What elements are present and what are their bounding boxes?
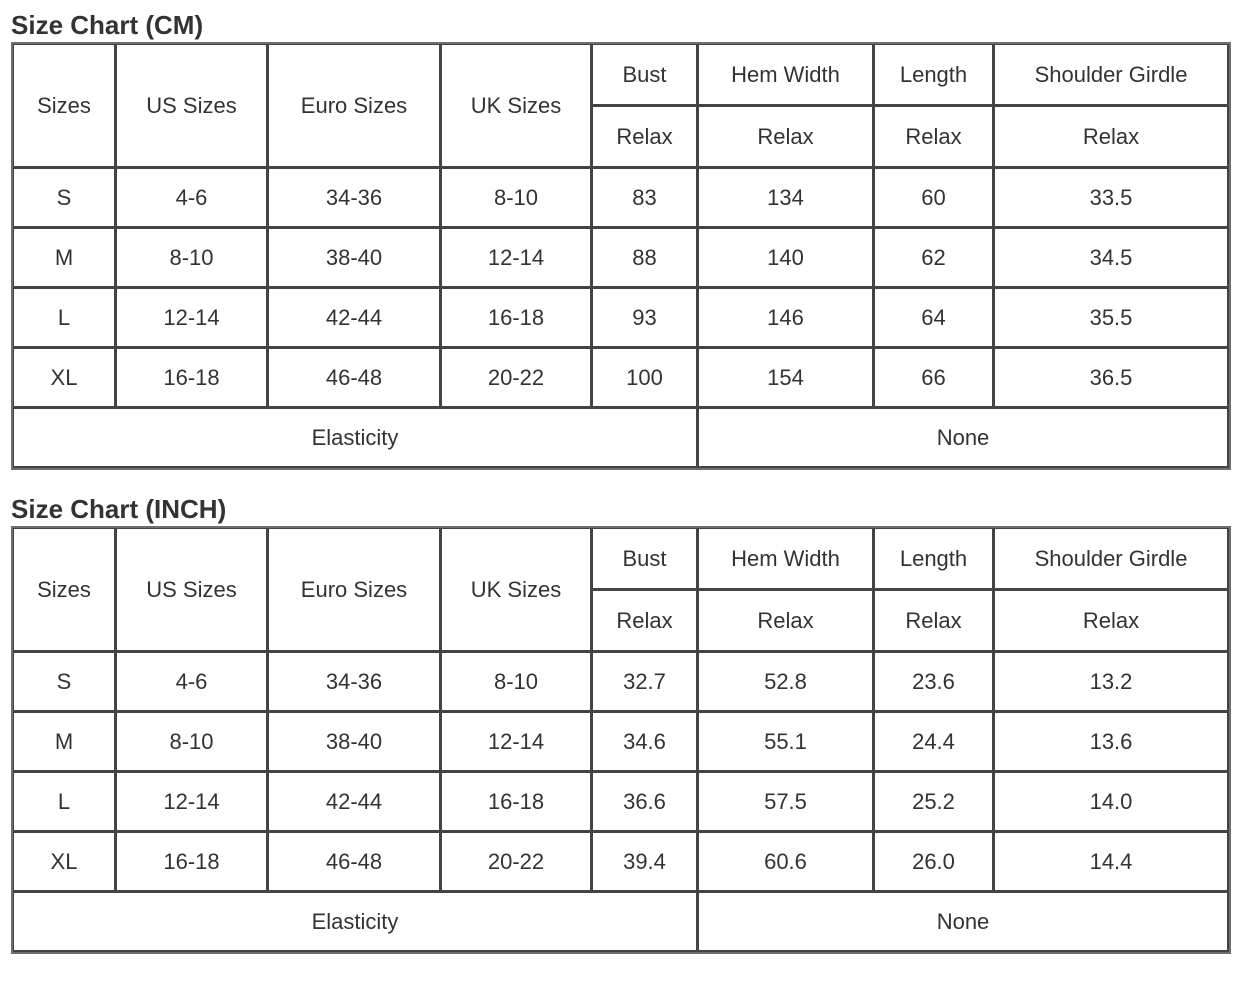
subheader-relax: Relax xyxy=(874,590,994,652)
cell-length: 26.0 xyxy=(874,832,994,892)
header-bust: Bust xyxy=(592,44,698,106)
subheader-relax: Relax xyxy=(592,106,698,168)
cell-shoulder-girdle: 35.5 xyxy=(994,288,1229,348)
table-row xyxy=(13,832,1229,892)
cell-us-size: 8-10 xyxy=(116,228,268,288)
table-row xyxy=(13,652,1229,712)
subheader-relax: Relax xyxy=(874,106,994,168)
header-uk-sizes: UK Sizes xyxy=(441,528,592,652)
cell-euro-size: 42-44 xyxy=(268,772,441,832)
elasticity-row xyxy=(13,408,1229,468)
cell-bust: 34.6 xyxy=(592,712,698,772)
cell-euro-size: 46-48 xyxy=(268,832,441,892)
cell-hem-width: 134 xyxy=(698,168,874,228)
cell-hem-width: 140 xyxy=(698,228,874,288)
subheader-relax: Relax xyxy=(994,106,1229,168)
cell-us-size: 4-6 xyxy=(116,168,268,228)
cell-us-size: 4-6 xyxy=(116,652,268,712)
cell-shoulder-girdle: 36.5 xyxy=(994,348,1229,408)
cell-euro-size: 42-44 xyxy=(268,288,441,348)
table-row xyxy=(13,772,1229,832)
cell-uk-size: 20-22 xyxy=(441,832,592,892)
cell-size: L xyxy=(13,772,116,832)
cell-euro-size: 38-40 xyxy=(268,228,441,288)
cell-us-size: 8-10 xyxy=(116,712,268,772)
cell-shoulder-girdle: 13.2 xyxy=(994,652,1229,712)
cell-size: L xyxy=(13,288,116,348)
header-row xyxy=(13,44,1229,106)
table-row xyxy=(13,288,1229,348)
cell-size: M xyxy=(13,228,116,288)
cell-length: 60 xyxy=(874,168,994,228)
cell-size: S xyxy=(13,168,116,228)
cell-us-size: 12-14 xyxy=(116,772,268,832)
cell-uk-size: 16-18 xyxy=(441,288,592,348)
subheader-relax: Relax xyxy=(698,106,874,168)
table-row xyxy=(13,348,1229,408)
header-row xyxy=(13,528,1229,590)
cell-shoulder-girdle: 14.0 xyxy=(994,772,1229,832)
subheader-relax: Relax xyxy=(994,590,1229,652)
cell-uk-size: 16-18 xyxy=(441,772,592,832)
cell-length: 23.6 xyxy=(874,652,994,712)
header-length: Length xyxy=(874,528,994,590)
cell-uk-size: 12-14 xyxy=(441,712,592,772)
cell-hem-width: 146 xyxy=(698,288,874,348)
cell-euro-size: 38-40 xyxy=(268,712,441,772)
size-chart-cm xyxy=(11,8,1231,470)
cell-bust: 36.6 xyxy=(592,772,698,832)
header-us-sizes: US Sizes xyxy=(116,44,268,168)
cell-bust: 93 xyxy=(592,288,698,348)
cell-size: S xyxy=(13,652,116,712)
table-row xyxy=(13,712,1229,772)
chart-title: Size Chart (INCH) xyxy=(11,494,227,524)
elasticity-label: Elasticity xyxy=(13,892,698,952)
header-euro-sizes: Euro Sizes xyxy=(268,44,441,168)
cell-shoulder-girdle: 33.5 xyxy=(994,168,1229,228)
cell-uk-size: 8-10 xyxy=(441,168,592,228)
table-row xyxy=(13,168,1229,228)
cell-hem-width: 57.5 xyxy=(698,772,874,832)
table-row xyxy=(13,228,1229,288)
header-euro-sizes: Euro Sizes xyxy=(268,528,441,652)
cell-euro-size: 46-48 xyxy=(268,348,441,408)
cell-uk-size: 8-10 xyxy=(441,652,592,712)
cell-euro-size: 34-36 xyxy=(268,168,441,228)
size-chart-inch xyxy=(11,492,1231,954)
cell-bust: 100 xyxy=(592,348,698,408)
cell-hem-width: 52.8 xyxy=(698,652,874,712)
header-shoulder-girdle: Shoulder Girdle xyxy=(994,44,1229,106)
header-hem-width: Hem Width xyxy=(698,44,874,106)
cell-bust: 32.7 xyxy=(592,652,698,712)
cell-bust: 88 xyxy=(592,228,698,288)
chart-title: Size Chart (CM) xyxy=(11,10,204,40)
size-table-inch xyxy=(11,526,1231,954)
cell-length: 64 xyxy=(874,288,994,348)
cell-euro-size: 34-36 xyxy=(268,652,441,712)
elasticity-value: None xyxy=(698,408,1229,468)
elasticity-value: None xyxy=(698,892,1229,952)
cell-uk-size: 12-14 xyxy=(441,228,592,288)
header-sizes: Sizes xyxy=(13,44,116,168)
cell-bust: 39.4 xyxy=(592,832,698,892)
cell-hem-width: 55.1 xyxy=(698,712,874,772)
cell-bust: 83 xyxy=(592,168,698,228)
header-sizes: Sizes xyxy=(13,528,116,652)
header-uk-sizes: UK Sizes xyxy=(441,44,592,168)
cell-shoulder-girdle: 14.4 xyxy=(994,832,1229,892)
cell-hem-width: 60.6 xyxy=(698,832,874,892)
subheader-relax: Relax xyxy=(592,590,698,652)
cell-shoulder-girdle: 34.5 xyxy=(994,228,1229,288)
cell-length: 62 xyxy=(874,228,994,288)
elasticity-label: Elasticity xyxy=(13,408,698,468)
cell-length: 25.2 xyxy=(874,772,994,832)
cell-us-size: 16-18 xyxy=(116,348,268,408)
cell-length: 24.4 xyxy=(874,712,994,772)
elasticity-row xyxy=(13,892,1229,952)
cell-size: M xyxy=(13,712,116,772)
cell-us-size: 16-18 xyxy=(116,832,268,892)
cell-us-size: 12-14 xyxy=(116,288,268,348)
header-bust: Bust xyxy=(592,528,698,590)
cell-shoulder-girdle: 13.6 xyxy=(994,712,1229,772)
cell-length: 66 xyxy=(874,348,994,408)
size-table-cm xyxy=(11,42,1231,470)
cell-size: XL xyxy=(13,832,116,892)
cell-size: XL xyxy=(13,348,116,408)
cell-hem-width: 154 xyxy=(698,348,874,408)
header-hem-width: Hem Width xyxy=(698,528,874,590)
subheader-relax: Relax xyxy=(698,590,874,652)
header-shoulder-girdle: Shoulder Girdle xyxy=(994,528,1229,590)
header-us-sizes: US Sizes xyxy=(116,528,268,652)
cell-uk-size: 20-22 xyxy=(441,348,592,408)
header-length: Length xyxy=(874,44,994,106)
